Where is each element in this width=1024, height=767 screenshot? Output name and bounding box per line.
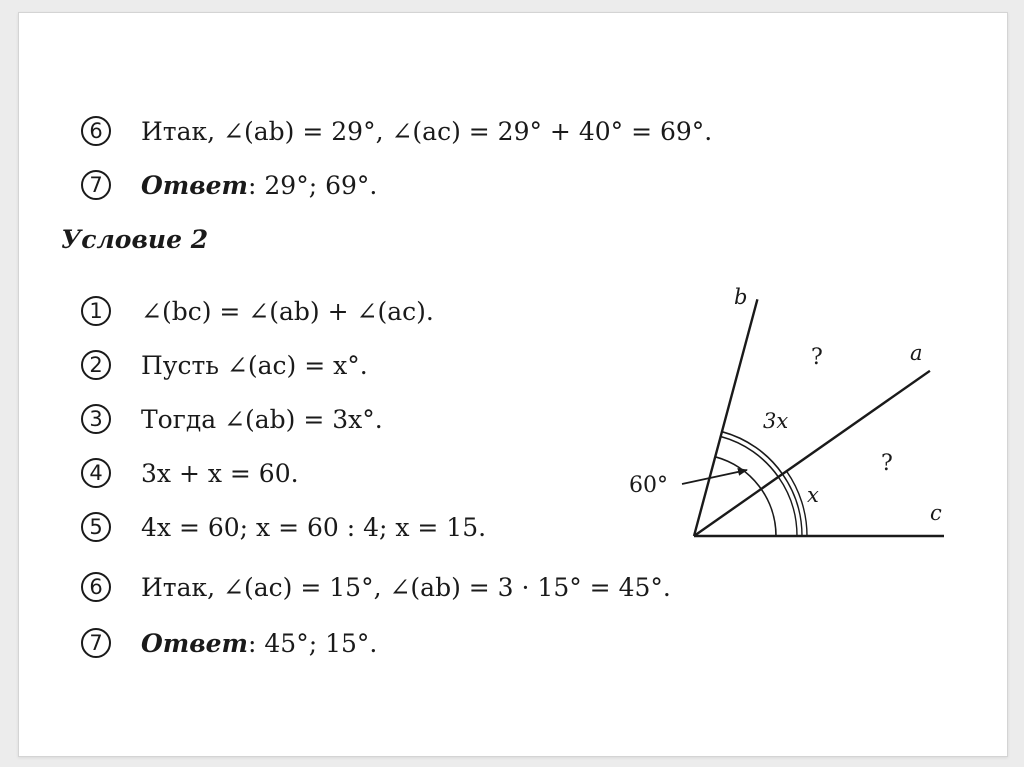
arc-angle-ab-outer [722,432,783,474]
angle-label-x: x [807,483,819,507]
answer-text: : 45°; 15°. [248,628,378,658]
step-number: 1 [81,296,111,326]
ray-label-c: c [930,501,942,525]
unknown-mark-ac: ? [881,451,893,476]
ray-label-b: b [734,285,748,309]
ray-label-a: a [910,341,923,365]
step-text: ∠(bc) = ∠(ab) + ∠(ac). [141,296,434,326]
step-text: Тогда ∠(ab) = 3x°. [141,404,383,434]
angle-label-3x: 3x [763,409,789,433]
step-number: 6 [81,572,111,602]
answer-label: Ответ [141,628,249,658]
step-number: 7 [81,170,111,200]
step-text: Пусть ∠(ac) = x°. [141,350,368,380]
arc-angle-bc [715,457,776,536]
step-text: Итак, ∠(ab) = 29°, ∠(ac) = 29° + 40° = 69°. [141,116,713,146]
unknown-mark-ab: ? [811,345,823,370]
answer-label: Ответ [141,170,249,200]
step-text: 3x + x = 60. [141,458,299,488]
step-number: 3 [81,404,111,434]
arc-angle-ac-1 [778,477,797,536]
step-number: 6 [81,116,111,146]
angle-label-60: 60° [629,473,668,498]
step-number: 5 [81,512,111,542]
pointer-arrow-60 [682,470,747,484]
ray-b [694,299,757,536]
step-text: Итак, ∠(ac) = 15°, ∠(ab) = 3 · 15° = 45°. [141,572,671,602]
section-heading: Условие 2 [61,225,209,254]
step-number: 7 [81,628,111,658]
step-number: 2 [81,350,111,380]
step-number: 4 [81,458,111,488]
ray-a [694,371,930,536]
answer-text: : 29°; 69°. [248,170,378,200]
step-text: 4x = 60; x = 60 : 4; x = 15. [141,512,487,542]
